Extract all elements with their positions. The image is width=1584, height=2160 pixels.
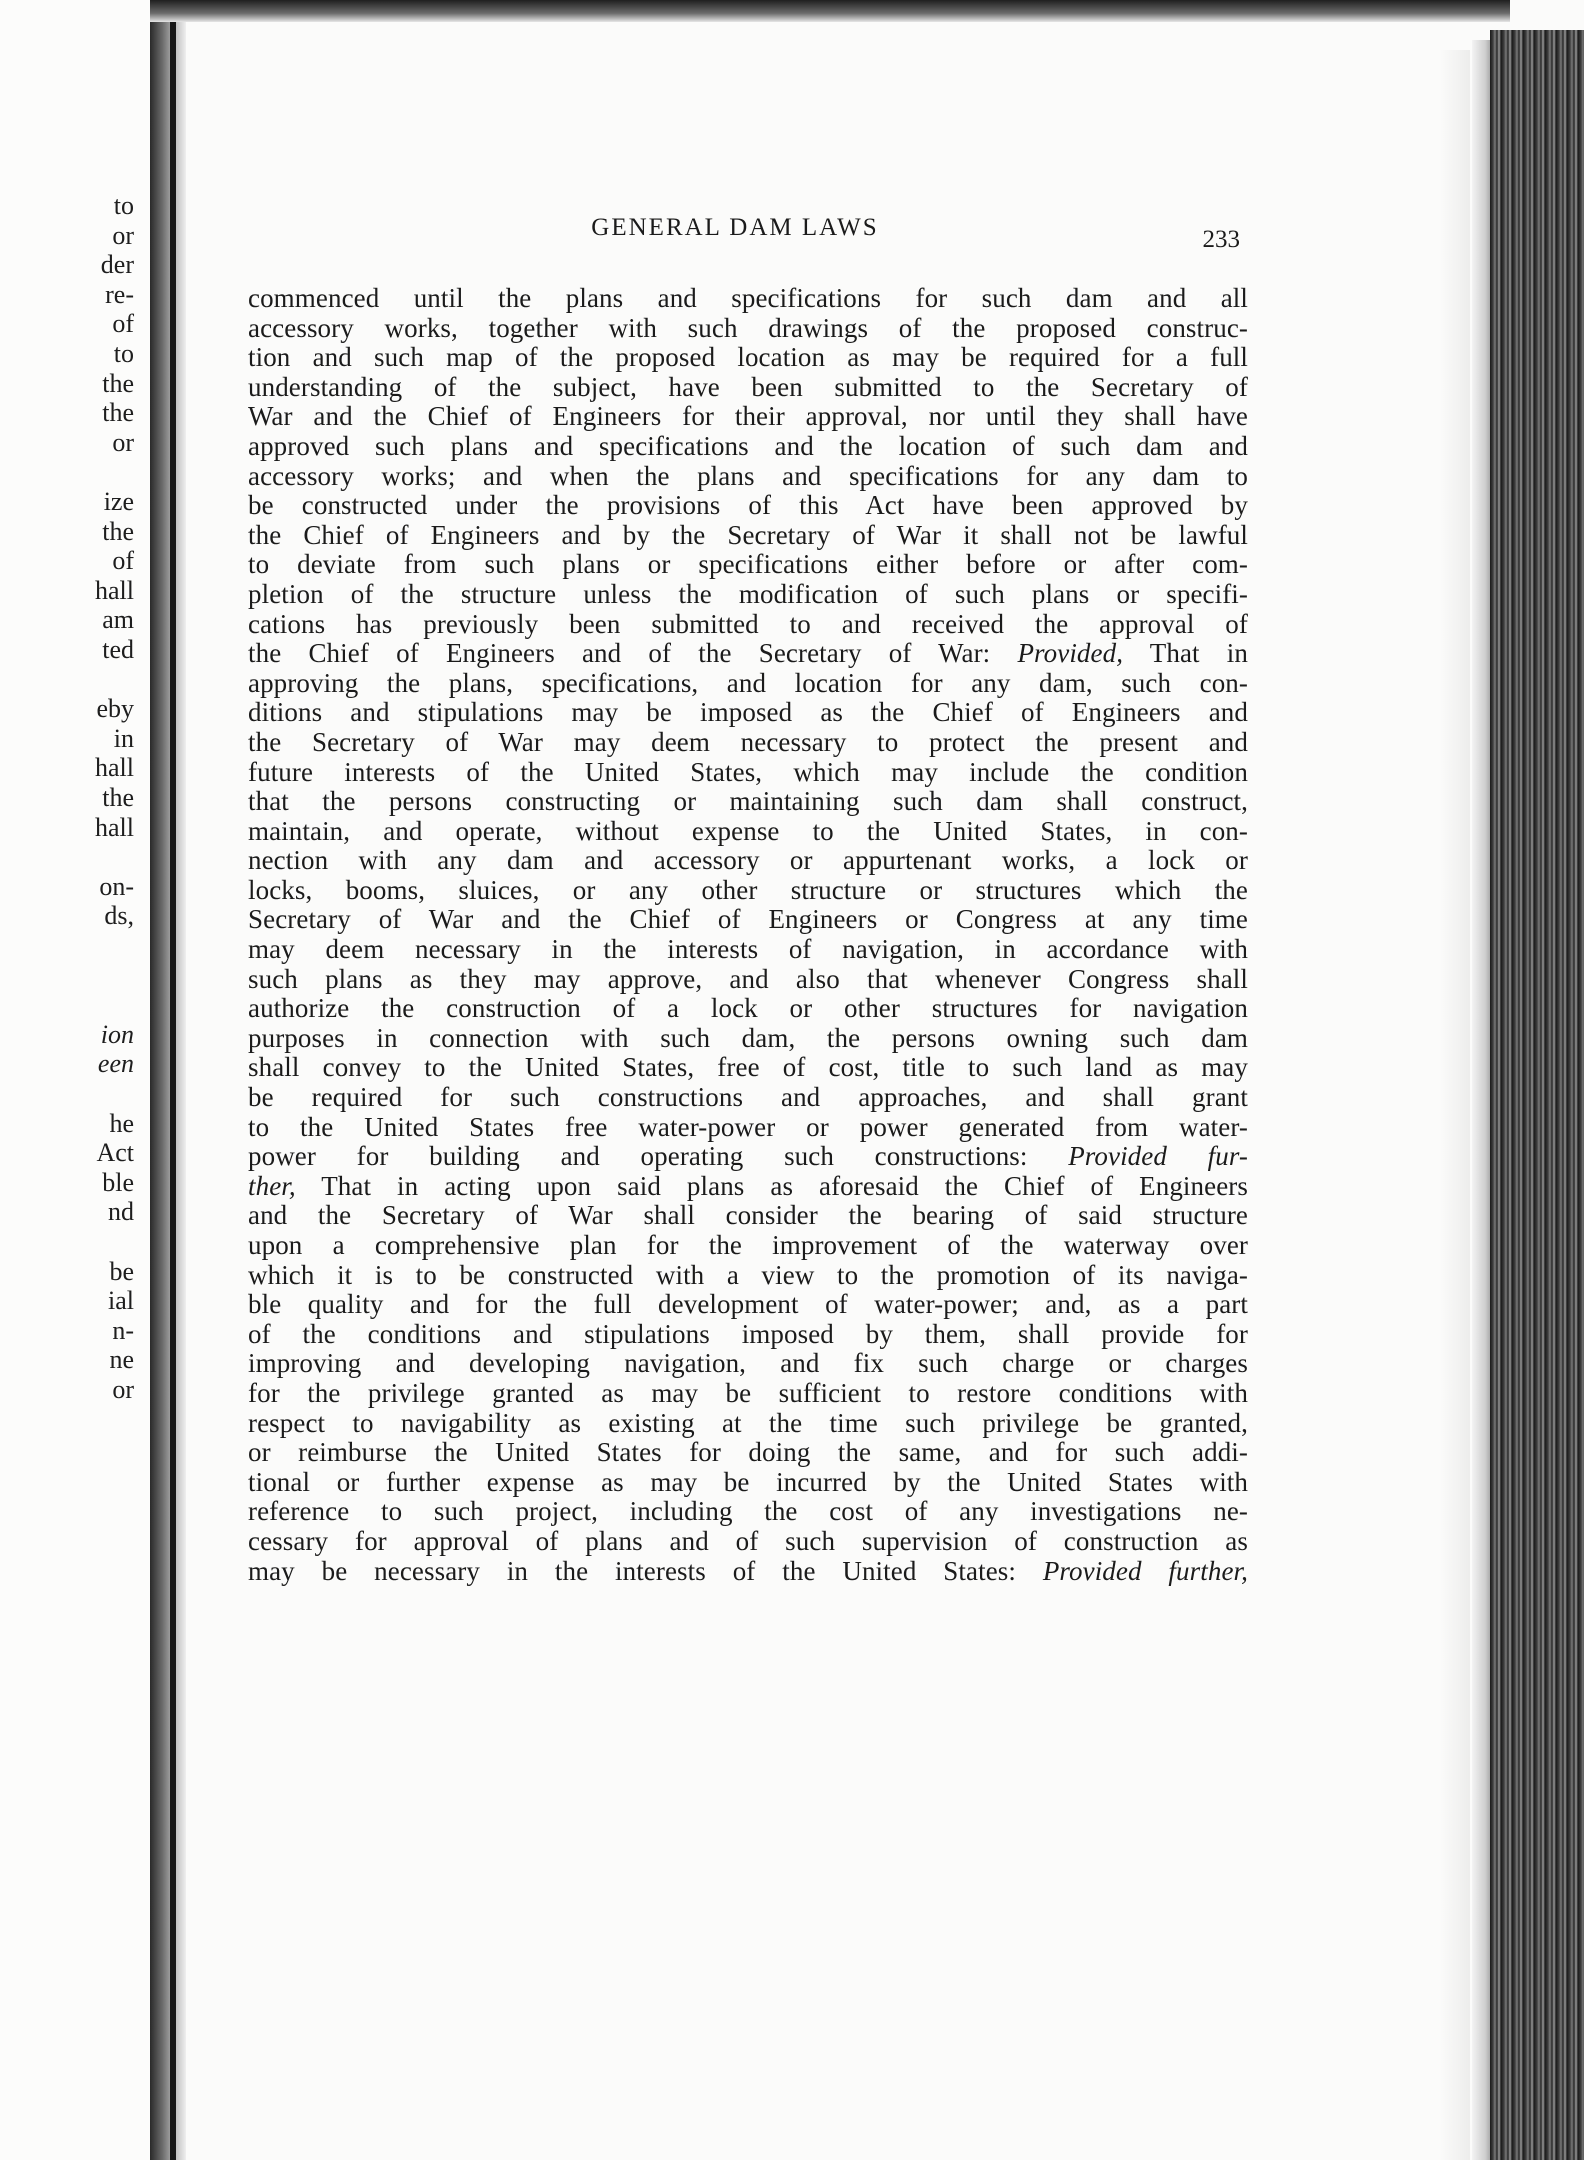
text-segment: nection with any dam and accessory or appurtenant works, a lock or — [248, 846, 1248, 876]
text-line — [248, 1261, 1248, 1291]
text-segment: be constructed under the provisions of this Act have been approved by — [248, 491, 1248, 521]
text-segment: the Secretary of War may deem necessary to protect the present and — [248, 727, 1248, 757]
text-line — [248, 432, 1248, 462]
previous-page-line: hall — [95, 753, 134, 783]
text-line — [248, 728, 1248, 758]
text-line — [248, 550, 1248, 580]
text-segment: improving and developing navigation, and fix such charge or charges — [248, 1349, 1248, 1379]
text-segment: maintain, and operate, without expense to the United States, in con- — [248, 816, 1248, 846]
previous-page-line: re- — [105, 279, 134, 309]
text-line — [248, 1024, 1248, 1054]
text-segment: which it is to be constructed with a view to the promotion of its naviga- — [248, 1260, 1248, 1290]
previous-page-line: ble — [102, 1167, 134, 1197]
text-line — [248, 610, 1248, 640]
previous-page-fragment — [0, 0, 150, 2160]
text-line — [248, 817, 1248, 847]
previous-page-line: to — [113, 191, 134, 220]
running-head — [230, 210, 1240, 253]
text-line — [248, 1113, 1248, 1143]
text-line — [248, 758, 1248, 788]
text-segment: That in acting upon said plans as aforesaid the Chief of Engineers — [295, 1171, 1248, 1201]
text-segment: cations has previously been submitted to and received the approval of — [248, 609, 1248, 639]
text-line — [248, 1053, 1248, 1083]
text-segment: the Chief of Engineers and by the Secretary of War it shall not be lawful — [248, 520, 1248, 550]
previous-page-line: n- — [112, 1315, 134, 1345]
previous-page-line: the — [102, 398, 134, 428]
previous-page-line: Act — [96, 1138, 134, 1168]
previous-page-line: the — [102, 783, 134, 812]
previous-page-line: be — [109, 1256, 134, 1286]
italic-segment: Provided fur- — [1068, 1142, 1248, 1172]
text-line — [248, 343, 1248, 373]
text-segment: power for building and operating such constructions: — [248, 1142, 1069, 1172]
previous-page-line: ize — [103, 487, 134, 516]
previous-page-line: am — [102, 605, 134, 635]
previous-page-line: he — [109, 1108, 134, 1138]
text-segment: pletion of the structure unless the modification of such plans or specifi- — [248, 579, 1248, 609]
text-segment: ble quality and for the full development of water-power; and, as a part — [248, 1290, 1248, 1320]
binding-edge — [170, 0, 176, 2160]
text-line — [248, 994, 1248, 1024]
text-line — [248, 905, 1248, 935]
text-line — [248, 402, 1248, 432]
previous-page-line: to — [113, 339, 134, 368]
text-line — [248, 1527, 1248, 1557]
text-segment: Secretary of War and the Chief of Engineers or Congress at any time — [248, 905, 1248, 935]
text-segment: may deem necessary in the interests of navigation, in accordance with — [248, 935, 1248, 965]
book-fore-edge — [1490, 30, 1584, 2160]
previous-page-line: or — [112, 1375, 134, 1404]
previous-page-line: der — [100, 250, 134, 280]
text-line — [248, 639, 1248, 669]
text-line — [248, 1083, 1248, 1113]
previous-page-line: the — [102, 368, 134, 398]
previous-page-line: the — [102, 516, 134, 546]
previous-page-line: eby — [96, 694, 134, 724]
previous-page-line: hall — [95, 575, 134, 605]
text-segment: the Chief of Engineers and of the Secretary of War: — [248, 639, 1018, 669]
italic-segment: ther, — [248, 1171, 296, 1201]
italic-segment: Provided further, — [1042, 1556, 1248, 1586]
text-line — [248, 1320, 1248, 1350]
text-segment: ditions and stipulations may be imposed as the Chief of Engineers and — [248, 698, 1248, 728]
text-segment: tion and such map of the proposed location as may be required for a full — [248, 343, 1248, 373]
text-line — [248, 462, 1248, 492]
previous-page-line: or — [112, 427, 134, 457]
text-segment: future interests of the United States, which may include the condition — [248, 757, 1248, 787]
text-segment: for the privilege granted as may be sufficient to restore conditions with — [248, 1378, 1248, 1408]
text-segment: to deviate from such plans or specifications either before or after com- — [248, 550, 1248, 580]
text-line — [248, 284, 1248, 314]
text-segment: reference to such project, including the cost of any investigations ne- — [248, 1497, 1248, 1527]
previous-page-line: ne — [109, 1345, 134, 1375]
text-segment: War and the Chief of Engineers for their approval, nor until they shall have — [248, 402, 1248, 432]
running-head-title: GENERAL DAM LAWS — [591, 214, 879, 241]
text-line — [248, 1349, 1248, 1379]
previous-page-line: ion — [100, 1019, 134, 1049]
text-segment: of the conditions and stipulations imposed by them, shall provide for — [248, 1319, 1248, 1349]
previous-page-line: ted — [102, 635, 134, 664]
previous-page-line: nd — [108, 1197, 134, 1227]
body-text — [248, 284, 1248, 1586]
text-segment: approved such plans and specifications and the location of such dam and — [248, 431, 1248, 461]
text-line — [248, 1172, 1248, 1202]
text-segment: locks, booms, sluices, or any other structure or structures which the — [248, 875, 1248, 905]
text-segment: accessory works; and when the plans and specifications for any dam to — [248, 461, 1248, 491]
text-line — [248, 1497, 1248, 1527]
text-line — [248, 935, 1248, 965]
text-segment: authorize the construction of a lock or other structures for navigation — [248, 994, 1248, 1024]
text-segment: be required for such constructions and approaches, and shall grant — [248, 1083, 1248, 1113]
previous-page-line: on- — [99, 871, 134, 901]
text-line — [248, 1409, 1248, 1439]
text-segment: such plans as they may approve, and also that whenever Congress shall — [248, 964, 1248, 994]
text-segment: accessory works, together with such drawings of the proposed construc- — [248, 313, 1248, 343]
text-segment: or reimburse the United States for doing the same, and for such addi- — [248, 1438, 1248, 1468]
text-line — [248, 1438, 1248, 1468]
text-segment: respect to navigability as existing at the time such privilege be granted, — [248, 1408, 1248, 1438]
text-segment: approving the plans, specifications, and location for any dam, such con- — [248, 668, 1248, 698]
text-segment: understanding of the subject, have been submitted to the Secretary of — [248, 372, 1248, 402]
previous-page-line: een — [97, 1049, 134, 1079]
text-line — [248, 698, 1248, 728]
text-line — [248, 1201, 1248, 1231]
previous-page-line: or — [112, 220, 134, 250]
text-line — [248, 876, 1248, 906]
text-segment: cessary for approval of plans and of such supervision of construction as — [248, 1526, 1248, 1556]
text-line — [248, 787, 1248, 817]
text-line — [248, 1231, 1248, 1261]
previous-page-line: ds, — [104, 901, 134, 931]
binding-gutter — [150, 0, 186, 2160]
text-line — [248, 1557, 1248, 1587]
previous-page-line: of — [112, 546, 134, 576]
text-segment: and the Secretary of War shall consider the bearing of said structure — [248, 1201, 1248, 1231]
text-line — [248, 1290, 1248, 1320]
text-line — [248, 846, 1248, 876]
text-segment: may be necessary in the interests of the United States: — [248, 1556, 1043, 1586]
text-line — [248, 1142, 1248, 1172]
text-segment: that the persons constructing or maintaining such dam shall construct, — [248, 787, 1248, 817]
italic-segment: Provided, — [1017, 639, 1124, 669]
text-line — [248, 521, 1248, 551]
previous-page-line: ial — [108, 1286, 134, 1316]
top-shadow-band — [150, 0, 1510, 22]
page-inner-shadow — [1440, 50, 1470, 2160]
text-segment: upon a comprehensive plan for the improvement of the waterway over — [248, 1231, 1248, 1260]
text-line — [248, 669, 1248, 699]
text-line — [248, 491, 1248, 521]
text-segment: shall convey to the United States, free of cost, title to such land as may — [248, 1053, 1248, 1083]
text-segment: commenced until the plans and specifications for such dam and all — [248, 284, 1248, 313]
previous-page-line: of — [112, 309, 134, 339]
previous-page-line: in — [113, 723, 134, 753]
text-segment: purposes in connection with such dam, the persons owning such dam — [248, 1023, 1248, 1053]
text-line — [248, 1468, 1248, 1498]
text-segment: That in — [1123, 639, 1248, 669]
page-number: 233 — [1202, 226, 1240, 253]
previous-page-line: hall — [95, 812, 134, 842]
text-line — [248, 1379, 1248, 1409]
text-line — [248, 314, 1248, 344]
text-segment: to the United States free water-power or power generated from water- — [248, 1112, 1248, 1142]
text-line — [248, 580, 1248, 610]
text-line — [248, 373, 1248, 403]
text-line — [248, 965, 1248, 995]
text-segment: tional or further expense as may be incurred by the United States with — [248, 1467, 1248, 1497]
